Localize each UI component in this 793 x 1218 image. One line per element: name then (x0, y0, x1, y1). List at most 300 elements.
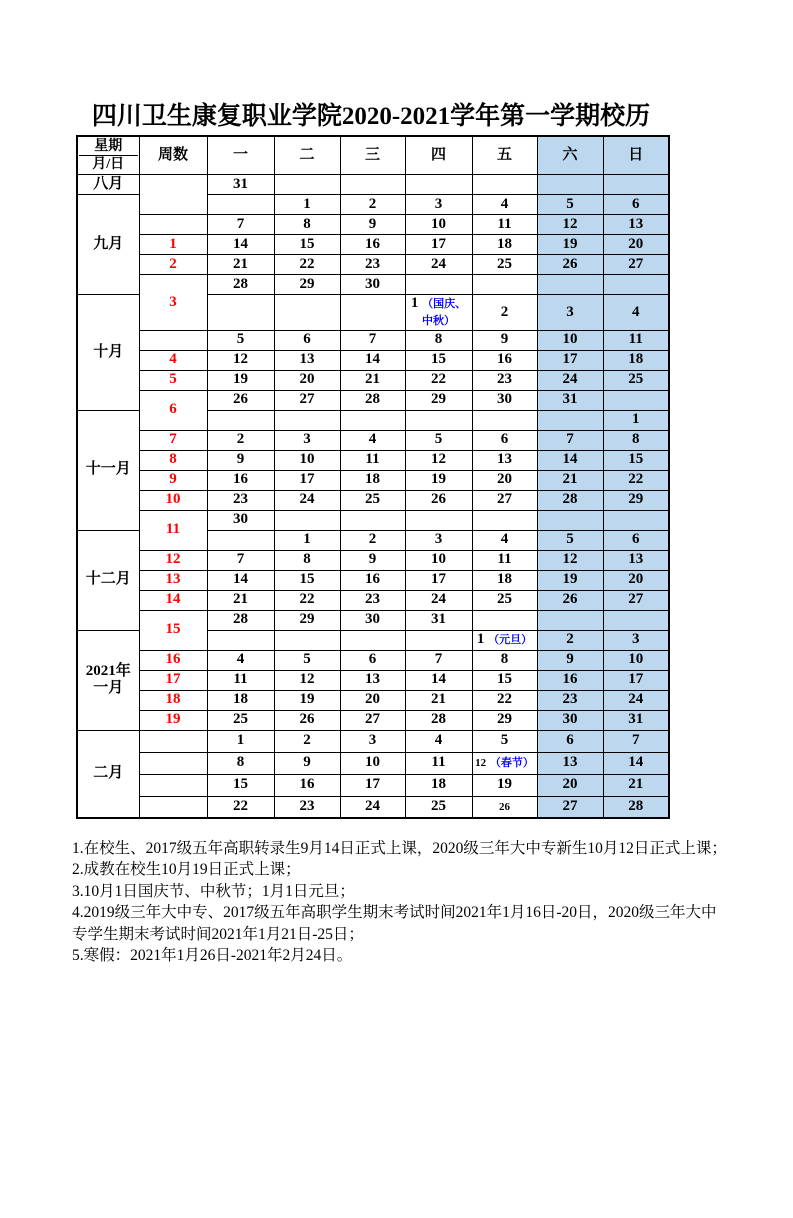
day-cell: 19 (405, 470, 472, 490)
day-cell: 22 (207, 796, 274, 818)
day-cell: 30 (207, 510, 274, 530)
day-cell (405, 630, 472, 650)
day-cell: 24 (274, 490, 340, 510)
day-cell: 16 (472, 350, 537, 370)
day-cell: 11 (472, 215, 537, 235)
day-cell: 25 (207, 710, 274, 730)
day-cell (603, 175, 669, 195)
day-cell: 6 (472, 430, 537, 450)
day-cell: 18 (472, 570, 537, 590)
calendar-week-row (77, 670, 669, 690)
day-cell (472, 610, 537, 630)
day-cell: 25 (405, 796, 472, 818)
day-cell: 17 (274, 470, 340, 490)
day-cell: 9 (274, 752, 340, 774)
day-header-monday: 一 (207, 136, 274, 175)
day-cell: 18 (603, 350, 669, 370)
day-cell: 9 (472, 330, 537, 350)
day-cell: 3 (405, 530, 472, 550)
week-number-cell: 15 (139, 610, 207, 650)
day-header-friday: 五 (472, 136, 537, 175)
day-cell: 28 (603, 796, 669, 818)
day-cell: 2 (340, 195, 405, 215)
day-cell: 29 (274, 275, 340, 295)
day-cell: 15 (274, 235, 340, 255)
note-line: 4.2019级三年大中专、2017级五年高职学生期末考试时间2021年1月16日-20日，2020级三年大中专学生期末考试时间2021年1月21日-25日； (72, 904, 717, 943)
day-cell: 3 (603, 630, 669, 650)
day-cell: 13 (340, 670, 405, 690)
day-cell (537, 610, 603, 630)
day-cell (340, 630, 405, 650)
day-cell: 15 (207, 774, 274, 796)
day-cell: 5 (537, 530, 603, 550)
day-cell: 13 (274, 350, 340, 370)
week-number-cell: 1 (139, 235, 207, 255)
day-cell: 14 (405, 670, 472, 690)
day-cell: 20 (603, 570, 669, 590)
day-cell (207, 195, 274, 215)
day-cell: 5 (472, 730, 537, 752)
day-cell: 10 (405, 215, 472, 235)
calendar-week-row (77, 255, 669, 275)
date-number: 1 (410, 295, 419, 311)
day-cell: 10 (340, 752, 405, 774)
day-cell: 3 (405, 195, 472, 215)
day-cell: 21 (207, 590, 274, 610)
day-cell (207, 630, 274, 650)
week-number-cell: 2 (139, 255, 207, 275)
day-cell: 2 (207, 430, 274, 450)
day-cell: 9 (207, 450, 274, 470)
day-cell: 10 (405, 550, 472, 570)
day-cell: 4 (472, 530, 537, 550)
month-cell: 十一月 (77, 410, 139, 530)
day-cell: 10 (603, 650, 669, 670)
note-line: 3.10月1日国庆节、中秋节；1月1日元旦； (72, 882, 355, 900)
holiday-label: （春节） (489, 757, 534, 770)
day-cell: 9 (537, 650, 603, 670)
day-cell: 10 (537, 330, 603, 350)
day-cell: 9 (340, 550, 405, 570)
week-number-cell: 10 (139, 490, 207, 510)
day-cell: 26 (274, 710, 340, 730)
week-number-header: 周数 (139, 136, 207, 175)
day-cell: 27 (537, 796, 603, 818)
day-cell: 20 (274, 370, 340, 390)
day-cell: 12 (405, 450, 472, 470)
day-cell: 2 (274, 730, 340, 752)
page-title: 四川卫生康复职业学院2020-2021学年第一学期校历 (91, 103, 651, 130)
day-cell: 2 (472, 295, 537, 331)
day-cell (274, 510, 340, 530)
day-cell (207, 530, 274, 550)
month-cell: 九月 (77, 195, 139, 295)
day-cell: 1 (274, 195, 340, 215)
day-cell: 27 (603, 590, 669, 610)
day-cell: 26 (405, 490, 472, 510)
day-cell: 26 (537, 590, 603, 610)
day-cell (340, 175, 405, 195)
day-cell: 9 (340, 215, 405, 235)
day-cell: 24 (340, 796, 405, 818)
day-cell: 16 (340, 570, 405, 590)
day-cell: 15 (603, 450, 669, 470)
calendar-week-row (77, 774, 669, 796)
month-cell: 2021年一月 (77, 630, 139, 730)
week-number-cell: 8 (139, 450, 207, 470)
month-day-axis-label: 月/日 (92, 157, 125, 172)
day-cell (405, 510, 472, 530)
day-cell: 21 (340, 370, 405, 390)
day-cell: 28 (340, 390, 405, 410)
day-cell: 29 (603, 490, 669, 510)
day-cell: 22 (274, 590, 340, 610)
calendar-week-row (77, 275, 669, 295)
day-cell: 11 (603, 330, 669, 350)
day-cell: 3 (537, 295, 603, 331)
day-cell (274, 410, 340, 430)
day-cell: 30 (472, 390, 537, 410)
day-header-tuesday: 二 (274, 136, 340, 175)
day-cell (603, 510, 669, 530)
day-cell: 26 (207, 390, 274, 410)
note-line: 2.成教在校生10月19日正式上课； (72, 861, 301, 879)
day-cell: 3 (340, 730, 405, 752)
day-cell: 30 (340, 610, 405, 630)
day-cell: 4 (472, 195, 537, 215)
day-cell: 12 (274, 670, 340, 690)
week-number-cell (139, 752, 207, 774)
month-cell: 八月 (77, 175, 139, 195)
day-cell: 6 (274, 330, 340, 350)
day-cell (603, 390, 669, 410)
day-cell: 22 (405, 370, 472, 390)
day-cell: 14 (340, 350, 405, 370)
day-cell: 21 (537, 470, 603, 490)
notes-section (72, 838, 728, 966)
day-cell: 11 (405, 752, 472, 774)
day-cell: 13 (472, 450, 537, 470)
day-cell: 18 (472, 235, 537, 255)
day-cell: 2 (537, 630, 603, 650)
calendar-week-row (77, 350, 669, 370)
calendar-week-row (77, 690, 669, 710)
day-cell: 19 (274, 690, 340, 710)
day-cell: 18 (405, 774, 472, 796)
day-cell: 7 (340, 330, 405, 350)
day-cell: 23 (340, 255, 405, 275)
day-cell: 26 (537, 255, 603, 275)
calendar-week-row (77, 752, 669, 774)
day-cell: 14 (207, 235, 274, 255)
day-cell: 14 (537, 450, 603, 470)
day-cell (472, 752, 537, 774)
day-cell: 30 (340, 275, 405, 295)
day-cell: 7 (537, 430, 603, 450)
day-cell: 31 (537, 390, 603, 410)
day-cell: 23 (537, 690, 603, 710)
day-cell: 7 (603, 730, 669, 752)
calendar-table (76, 135, 670, 819)
day-cell: 2 (340, 530, 405, 550)
day-cell: 8 (405, 330, 472, 350)
day-cell: 23 (340, 590, 405, 610)
day-cell: 21 (207, 255, 274, 275)
day-cell: 28 (537, 490, 603, 510)
day-cell: 17 (603, 670, 669, 690)
day-cell: 28 (207, 610, 274, 630)
day-cell: 17 (405, 235, 472, 255)
calendar-week-row (77, 490, 669, 510)
day-cell: 12 (537, 550, 603, 570)
day-header-wednesday: 三 (340, 136, 405, 175)
week-number-cell (139, 730, 207, 752)
day-cell: 19 (472, 774, 537, 796)
calendar-week-row (77, 215, 669, 235)
day-cell (405, 175, 472, 195)
calendar-week-row (77, 330, 669, 350)
day-cell: 21 (603, 774, 669, 796)
calendar-week-row (77, 450, 669, 470)
day-cell: 29 (472, 710, 537, 730)
week-number-cell: 5 (139, 370, 207, 390)
day-cell: 18 (207, 690, 274, 710)
day-cell (472, 630, 537, 650)
calendar-week-row (77, 510, 669, 530)
day-cell: 11 (207, 670, 274, 690)
day-cell: 7 (207, 550, 274, 570)
day-cell (472, 510, 537, 530)
day-cell (472, 796, 537, 818)
day-cell: 11 (472, 550, 537, 570)
day-cell (537, 410, 603, 430)
day-cell: 25 (340, 490, 405, 510)
day-cell (340, 510, 405, 530)
day-cell: 18 (340, 470, 405, 490)
date-number: 12 (475, 757, 487, 770)
calendar-week-row (77, 430, 669, 450)
day-cell: 4 (405, 730, 472, 752)
week-number-cell: 17 (139, 670, 207, 690)
day-cell: 11 (340, 450, 405, 470)
day-cell: 25 (472, 590, 537, 610)
month-cell: 十二月 (77, 530, 139, 630)
day-cell (405, 275, 472, 295)
calendar-week-row (77, 796, 669, 818)
week-number-cell: 4 (139, 350, 207, 370)
note-line: 1.在校生、2017级五年高职转录生9月14日正式上课，2020级三年大中专新生10月12日正式上课； (72, 840, 727, 857)
day-cell: 24 (603, 690, 669, 710)
day-cell: 22 (472, 690, 537, 710)
day-cell: 22 (603, 470, 669, 490)
week-number-cell: 18 (139, 690, 207, 710)
day-cell: 31 (207, 175, 274, 195)
day-cell: 24 (405, 590, 472, 610)
day-cell: 5 (405, 430, 472, 450)
day-cell: 4 (603, 295, 669, 331)
month-cell: 十月 (77, 295, 139, 411)
week-number-cell (139, 796, 207, 818)
day-cell: 15 (405, 350, 472, 370)
calendar-week-row (77, 590, 669, 610)
date-number: 26 (499, 801, 510, 814)
day-cell: 17 (340, 774, 405, 796)
calendar-week-row (77, 370, 669, 390)
day-cell: 10 (274, 450, 340, 470)
week-number-cell (139, 774, 207, 796)
day-cell (537, 175, 603, 195)
day-cell (274, 295, 340, 331)
day-cell (274, 630, 340, 650)
day-cell: 31 (405, 610, 472, 630)
day-cell (405, 295, 472, 331)
calendar-week-row (77, 730, 669, 752)
day-cell: 17 (537, 350, 603, 370)
month-cell: 二月 (77, 730, 139, 818)
week-number-cell: 12 (139, 550, 207, 570)
day-cell: 1 (274, 530, 340, 550)
day-cell: 5 (274, 650, 340, 670)
day-cell (603, 610, 669, 630)
day-cell: 14 (603, 752, 669, 774)
day-cell: 31 (603, 710, 669, 730)
day-cell: 19 (537, 570, 603, 590)
day-cell (340, 410, 405, 430)
day-cell: 8 (274, 215, 340, 235)
week-number-cell: 11 (139, 510, 207, 550)
calendar-week-row (77, 470, 669, 490)
day-cell: 8 (207, 752, 274, 774)
day-cell: 12 (537, 215, 603, 235)
week-number-cell: 13 (139, 570, 207, 590)
day-cell: 8 (603, 430, 669, 450)
day-cell: 30 (537, 710, 603, 730)
day-cell: 4 (207, 650, 274, 670)
holiday-label: （国庆、中秋） (422, 298, 467, 328)
corner-header-cell (77, 136, 139, 175)
day-cell: 3 (274, 430, 340, 450)
calendar-week-row (77, 710, 669, 730)
day-cell: 1 (603, 410, 669, 430)
week-number-cell: 14 (139, 590, 207, 610)
day-header-thursday: 四 (405, 136, 472, 175)
day-cell (603, 275, 669, 295)
date-number: 1 (476, 631, 485, 648)
day-cell: 1 (207, 730, 274, 752)
day-cell: 19 (207, 370, 274, 390)
day-cell: 20 (603, 235, 669, 255)
header-row (77, 136, 669, 175)
day-cell: 8 (472, 650, 537, 670)
day-cell: 28 (207, 275, 274, 295)
day-cell: 8 (274, 550, 340, 570)
day-header-sunday: 日 (603, 136, 669, 175)
day-cell: 13 (603, 550, 669, 570)
day-cell: 13 (537, 752, 603, 774)
day-cell: 27 (340, 710, 405, 730)
day-cell: 16 (207, 470, 274, 490)
day-cell: 5 (207, 330, 274, 350)
day-cell: 23 (207, 490, 274, 510)
day-cell: 16 (274, 774, 340, 796)
day-cell: 16 (340, 235, 405, 255)
day-cell: 7 (207, 215, 274, 235)
day-cell: 15 (274, 570, 340, 590)
week-number-cell: 9 (139, 470, 207, 490)
day-cell (274, 175, 340, 195)
calendar-week-row (77, 175, 669, 195)
day-cell: 13 (603, 215, 669, 235)
day-cell: 23 (472, 370, 537, 390)
day-cell: 6 (537, 730, 603, 752)
day-cell: 4 (340, 430, 405, 450)
day-cell: 27 (603, 255, 669, 275)
day-cell: 29 (274, 610, 340, 630)
week-number-cell (139, 330, 207, 350)
day-cell: 6 (603, 530, 669, 550)
week-number-cell: 3 (139, 275, 207, 331)
day-cell (472, 175, 537, 195)
day-cell: 20 (340, 690, 405, 710)
day-cell (472, 410, 537, 430)
day-cell (472, 275, 537, 295)
day-cell (405, 410, 472, 430)
day-cell: 14 (207, 570, 274, 590)
calendar-week-row (77, 390, 669, 410)
day-cell: 24 (537, 370, 603, 390)
day-cell: 5 (537, 195, 603, 215)
day-header-saturday: 六 (537, 136, 603, 175)
day-cell (537, 510, 603, 530)
week-number-cell (139, 215, 207, 235)
calendar-week-row (77, 550, 669, 570)
calendar-week-row (77, 610, 669, 630)
day-cell: 24 (405, 255, 472, 275)
calendar-week-row (77, 235, 669, 255)
week-number-cell: 19 (139, 710, 207, 730)
day-cell: 6 (340, 650, 405, 670)
week-number-cell (139, 175, 207, 215)
calendar-week-row (77, 570, 669, 590)
day-cell (207, 410, 274, 430)
day-cell: 17 (405, 570, 472, 590)
day-cell: 25 (472, 255, 537, 275)
day-cell (207, 295, 274, 331)
day-cell: 29 (405, 390, 472, 410)
day-cell: 7 (405, 650, 472, 670)
week-number-cell: 7 (139, 430, 207, 450)
week-number-cell: 16 (139, 650, 207, 670)
day-cell: 16 (537, 670, 603, 690)
day-cell: 27 (274, 390, 340, 410)
holiday-label: （元旦） (488, 634, 533, 647)
calendar-week-row (77, 650, 669, 670)
weekday-axis-label: 星期 (79, 137, 138, 156)
day-cell (340, 295, 405, 331)
day-cell: 27 (472, 490, 537, 510)
day-cell: 21 (405, 690, 472, 710)
day-cell: 28 (405, 710, 472, 730)
day-cell: 20 (472, 470, 537, 490)
day-cell: 23 (274, 796, 340, 818)
day-cell: 22 (274, 255, 340, 275)
day-cell: 25 (603, 370, 669, 390)
day-cell (537, 275, 603, 295)
day-cell: 6 (603, 195, 669, 215)
day-cell: 20 (537, 774, 603, 796)
week-number-cell: 6 (139, 390, 207, 430)
day-cell: 12 (207, 350, 274, 370)
